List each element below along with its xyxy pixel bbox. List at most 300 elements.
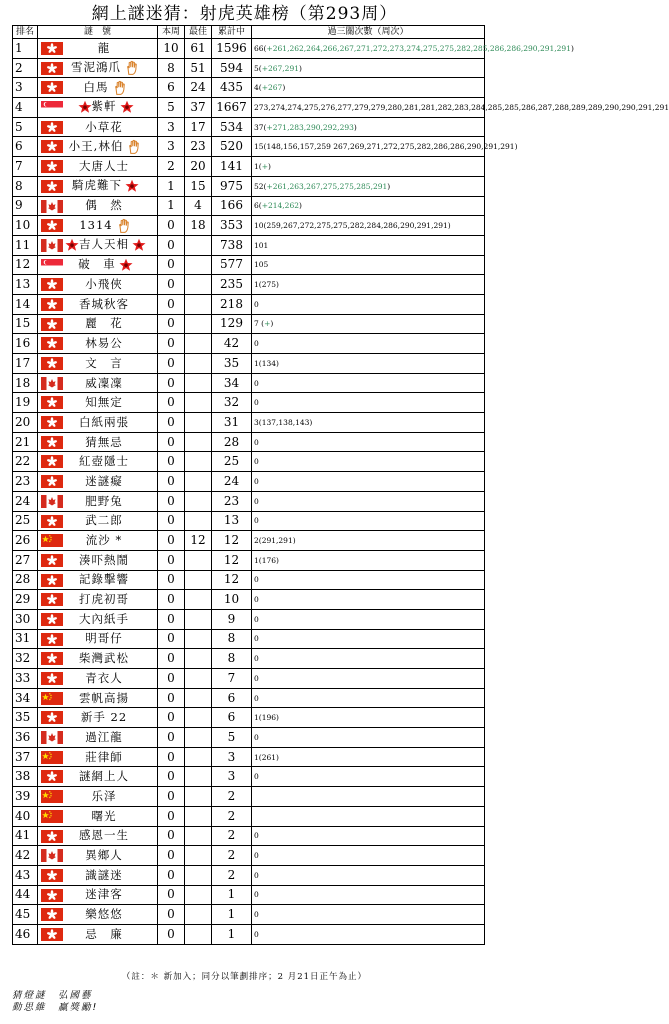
total-cell: 12 [212,531,252,551]
name-cell [38,511,158,531]
history-cell: 0 [252,294,485,314]
flag-hk-icon [41,357,63,370]
flag-hk-icon [41,613,63,626]
best-cell [185,590,212,610]
week-cell: 5 [158,98,185,118]
solver-name-text: 武二郎 [85,513,123,528]
rank-cell: 11 [13,235,38,255]
best-cell [185,767,212,787]
flag-ca-icon [41,731,63,744]
best-cell [185,334,212,354]
flag-hk-icon [41,219,63,232]
raised-hand-icon [116,218,132,234]
rank-cell: 15 [13,314,38,334]
solver-name-text: 白馬 [83,79,109,94]
name-cell [38,334,158,354]
week-cell: 0 [158,708,185,728]
history-cell [252,787,485,807]
table-row [13,708,485,728]
solver-name-text: 柴灣武松 [79,651,129,666]
name-cell [38,826,158,846]
rank-cell: 2 [13,58,38,78]
total-cell: 1667 [212,98,252,118]
rank-cell: 17 [13,354,38,374]
history-cell: 0 [252,393,485,413]
best-cell [185,472,212,492]
best-cell [185,806,212,826]
name-cell [38,235,158,255]
week-cell: 0 [158,924,185,944]
flag-hk-icon [41,121,63,134]
table-row [13,550,485,570]
solver-name-text: 紅壺隱士 [79,454,129,469]
red-star-icon [132,238,146,252]
total-cell: 9 [212,609,252,629]
name-cell [38,275,158,295]
best-cell [185,511,212,531]
name-cell [38,885,158,905]
history-cell: 0 [252,885,485,905]
flag-hk-icon [41,318,63,331]
name-cell [38,373,158,393]
name-cell [38,137,158,157]
table-row [13,728,485,748]
best-cell [185,747,212,767]
week-cell: 0 [158,235,185,255]
table-row [13,255,485,275]
name-cell [38,452,158,472]
rank-cell: 26 [13,531,38,551]
flag-cn-icon [41,751,63,764]
total-cell: 12 [212,570,252,590]
history-cell: 3(137,138,143) [252,413,485,433]
solver-name-text: 紫軒 [91,99,117,114]
history-cell: 0 [252,767,485,787]
week-cell: 0 [158,294,185,314]
week-cell: 0 [158,531,185,551]
best-cell [185,826,212,846]
week-cell: 0 [158,452,185,472]
total-cell: 520 [212,137,252,157]
history-cell: 6(+214,262) [252,196,485,216]
best-cell [185,550,212,570]
solver-name-text: 大唐人士 [79,158,129,173]
name-cell [38,98,158,118]
name-cell [38,649,158,669]
table-row [13,846,485,866]
name-cell [38,472,158,492]
history-cell: 273,274,274,275,276,277,279,279,280,281,281,282,283,284,285,285,286,287,288,289,289,290,290,291,291 [252,98,485,118]
solver-name-text: 異鄉人 [85,848,123,863]
name-cell [38,78,158,98]
rank-cell: 9 [13,196,38,216]
week-cell: 0 [158,905,185,925]
week-cell: 0 [158,787,185,807]
red-star-icon [65,238,79,252]
slogan-line-2: 動思維 贏獎勵! [12,1002,99,1013]
history-cell: 0 [252,688,485,708]
name-cell [38,806,158,826]
name-cell [38,550,158,570]
best-cell: 18 [185,216,212,236]
week-cell: 6 [158,78,185,98]
flag-sg-icon [41,101,63,114]
name-cell [38,216,158,236]
flag-ca-icon [41,200,63,213]
week-cell: 0 [158,609,185,629]
total-cell: 23 [212,491,252,511]
rank-cell: 1 [13,39,38,59]
table-row [13,885,485,905]
best-cell [185,235,212,255]
name-cell [38,58,158,78]
total-cell: 2 [212,787,252,807]
week-cell: 0 [158,432,185,452]
name-cell [38,787,158,807]
week-cell: 0 [158,393,185,413]
best-cell [185,413,212,433]
name-cell [38,924,158,944]
flag-hk-icon [41,416,63,429]
flag-hk-icon [41,278,63,291]
flag-ca-icon [41,377,63,390]
best-cell [185,728,212,748]
name-cell [38,255,158,275]
total-cell: 10 [212,590,252,610]
history-cell: 0 [252,590,485,610]
rank-cell: 14 [13,294,38,314]
flag-hk-icon [41,652,63,665]
solver-name-text: 忌 廉 [85,926,123,941]
best-cell [185,846,212,866]
total-cell: 235 [212,275,252,295]
table-row [13,117,485,137]
week-cell: 0 [158,629,185,649]
best-cell: 23 [185,137,212,157]
table-row [13,472,485,492]
history-cell: 0 [252,373,485,393]
history-cell: 0 [252,491,485,511]
table-row [13,865,485,885]
solver-name-text: 記錄擊響 [79,572,129,587]
history-cell: 0 [252,826,485,846]
name-cell [38,747,158,767]
flag-hk-icon [41,180,63,193]
header-best: 最佳 [185,26,212,39]
history-cell: 0 [252,452,485,472]
rank-cell: 12 [13,255,38,275]
solver-name-text: 迷謎癡 [85,473,123,488]
week-cell: 0 [158,688,185,708]
solver-name-text: 樂悠悠 [85,907,123,922]
total-cell: 2 [212,865,252,885]
total-cell: 42 [212,334,252,354]
solver-name-text: 青衣人 [85,670,123,685]
header-history: 過三關次數（周次） [252,26,485,39]
best-cell [185,393,212,413]
history-cell: 0 [252,334,485,354]
name-cell [38,708,158,728]
table-row [13,275,485,295]
flag-sg-icon [41,259,63,272]
best-cell [185,629,212,649]
flag-hk-icon [41,928,63,941]
total-cell: 577 [212,255,252,275]
flag-hk-icon [41,869,63,882]
week-cell: 0 [158,314,185,334]
history-cell: 37(+271,283,290,292,293) [252,117,485,137]
week-cell: 1 [158,196,185,216]
rank-cell: 44 [13,885,38,905]
total-cell: 2 [212,846,252,866]
solver-name-text: 感恩一生 [79,828,129,843]
best-cell [185,708,212,728]
history-cell: 0 [252,609,485,629]
flag-hk-icon [41,436,63,449]
raised-hand-icon [124,60,140,76]
week-cell: 0 [158,354,185,374]
total-cell: 5 [212,728,252,748]
flag-cn-icon [41,810,63,823]
name-cell [38,393,158,413]
raised-hand-icon [112,80,128,96]
rank-cell: 8 [13,176,38,196]
rank-cell: 16 [13,334,38,354]
rank-cell: 6 [13,137,38,157]
total-cell: 129 [212,314,252,334]
history-cell: 0 [252,629,485,649]
flag-ca-icon [41,495,63,508]
total-cell: 31 [212,413,252,433]
rank-cell: 27 [13,550,38,570]
best-cell [185,905,212,925]
name-cell [38,688,158,708]
total-cell: 1 [212,885,252,905]
history-cell: 0 [252,865,485,885]
solver-name-text: 偶 然 [85,198,123,213]
total-cell: 3 [212,767,252,787]
rank-cell: 37 [13,747,38,767]
flag-hk-icon [41,830,63,843]
week-cell: 0 [158,570,185,590]
solver-name-text: 香城秋客 [79,296,129,311]
flag-hk-icon [41,455,63,468]
solver-name-text: 龍 [97,40,111,55]
rank-cell: 39 [13,787,38,807]
solver-name-text: 流沙 * [85,533,123,548]
table-row [13,767,485,787]
total-cell: 435 [212,78,252,98]
history-cell: 52(+261,263,267,275,275,285,291) [252,176,485,196]
history-cell: 0 [252,511,485,531]
best-cell [185,609,212,629]
history-cell: 1(275) [252,275,485,295]
best-cell: 4 [185,196,212,216]
table-row [13,905,485,925]
rank-cell: 19 [13,393,38,413]
slogan [12,990,98,1014]
flag-hk-icon [41,81,63,94]
flag-hk-icon [41,515,63,528]
history-cell: 0 [252,669,485,689]
rank-cell: 38 [13,767,38,787]
rank-cell: 31 [13,629,38,649]
total-cell: 353 [212,216,252,236]
best-cell [185,885,212,905]
flag-hk-icon [41,475,63,488]
red-star-icon [125,179,139,193]
solver-name-text: 白紙兩張 [79,414,129,429]
week-cell: 0 [158,846,185,866]
week-cell: 2 [158,157,185,177]
solver-name-text: 識謎迷 [85,867,123,882]
total-cell: 738 [212,235,252,255]
total-cell: 2 [212,806,252,826]
total-cell: 594 [212,58,252,78]
flag-cn-icon [41,534,63,547]
week-cell: 0 [158,865,185,885]
week-cell: 0 [158,255,185,275]
table-row [13,413,485,433]
solver-name-text: 湊吓熱鬧 [79,552,129,567]
rank-cell: 23 [13,472,38,492]
table-row [13,78,485,98]
solver-name-text: 雲帆高揚 [79,690,129,705]
rank-cell: 32 [13,649,38,669]
best-cell [185,688,212,708]
solver-name-text: 林易公 [85,336,123,351]
name-cell [38,176,158,196]
table-row [13,137,485,157]
solver-name-text: 威凜凜 [85,375,123,390]
total-cell: 13 [212,511,252,531]
solver-name-text: 迷津客 [85,887,123,902]
total-cell: 1 [212,924,252,944]
table-row [13,216,485,236]
table-row [13,354,485,374]
flag-hk-icon [41,42,63,55]
solver-name-text: 1314 [79,217,113,232]
name-cell [38,157,158,177]
header-rank: 排名 [13,26,38,39]
table-row [13,491,485,511]
name-cell [38,491,158,511]
table-row [13,669,485,689]
best-cell [185,924,212,944]
table-row [13,196,485,216]
solver-name-text: 謎網上人 [79,769,129,784]
table-row [13,157,485,177]
name-cell [38,767,158,787]
best-cell: 61 [185,39,212,59]
best-cell: 51 [185,58,212,78]
table-row [13,432,485,452]
flag-ca-icon [41,849,63,862]
solver-name-text: 大內紙手 [79,611,129,626]
table-row [13,826,485,846]
name-cell [38,865,158,885]
week-cell: 0 [158,413,185,433]
rank-cell: 28 [13,570,38,590]
rank-cell: 34 [13,688,38,708]
total-cell: 24 [212,472,252,492]
week-cell: 0 [158,511,185,531]
red-star-icon [120,100,134,114]
total-cell: 25 [212,452,252,472]
header-week: 本周 [158,26,185,39]
name-cell [38,39,158,59]
solver-name-text: 新手 22 [80,710,128,725]
raised-hand-icon [126,139,142,155]
solver-name-text: 騎虎難下 [72,178,122,193]
total-cell: 7 [212,669,252,689]
name-cell [38,609,158,629]
flag-hk-icon [41,889,63,902]
table-row [13,747,485,767]
table-header-row [13,26,485,39]
best-cell [185,452,212,472]
rank-cell: 5 [13,117,38,137]
solver-name-text: 麗 花 [85,316,123,331]
flag-hk-icon [41,711,63,724]
solver-name-text: 文 言 [85,355,123,370]
history-cell: 5(+267,291) [252,58,485,78]
solver-name-text: 小草花 [85,119,123,134]
name-cell [38,196,158,216]
week-cell: 10 [158,39,185,59]
history-cell: 105 [252,255,485,275]
total-cell: 141 [212,157,252,177]
flag-hk-icon [41,633,63,646]
rank-cell: 21 [13,432,38,452]
best-cell [185,373,212,393]
total-cell: 1596 [212,39,252,59]
flag-hk-icon [41,908,63,921]
ranking-table [12,25,669,945]
history-cell: 1(+) [252,157,485,177]
solver-name-text: 乐泽 [91,788,117,803]
solver-name-text: 猜無忌 [85,434,123,449]
name-cell [38,354,158,374]
name-cell [38,294,158,314]
table-row [13,590,485,610]
week-cell: 8 [158,58,185,78]
best-cell: 24 [185,78,212,98]
flag-hk-icon [41,337,63,350]
history-cell: 0 [252,649,485,669]
flag-hk-icon [41,160,63,173]
solver-name-text: 吉人天相 [79,237,129,252]
best-cell: 15 [185,176,212,196]
best-cell [185,314,212,334]
total-cell: 34 [212,373,252,393]
header-total: 累計中 [212,26,252,39]
flag-hk-icon [41,140,63,153]
solver-name-text: 打虎初哥 [79,592,129,607]
week-cell: 0 [158,334,185,354]
history-cell: 1(261) [252,747,485,767]
table-row [13,609,485,629]
rank-cell: 4 [13,98,38,118]
best-cell [185,787,212,807]
name-cell [38,570,158,590]
total-cell: 12 [212,550,252,570]
week-cell: 0 [158,649,185,669]
week-cell: 3 [158,137,185,157]
history-cell: 4(+267) [252,78,485,98]
rank-cell: 29 [13,590,38,610]
solver-name-text: 莊律師 [85,749,123,764]
